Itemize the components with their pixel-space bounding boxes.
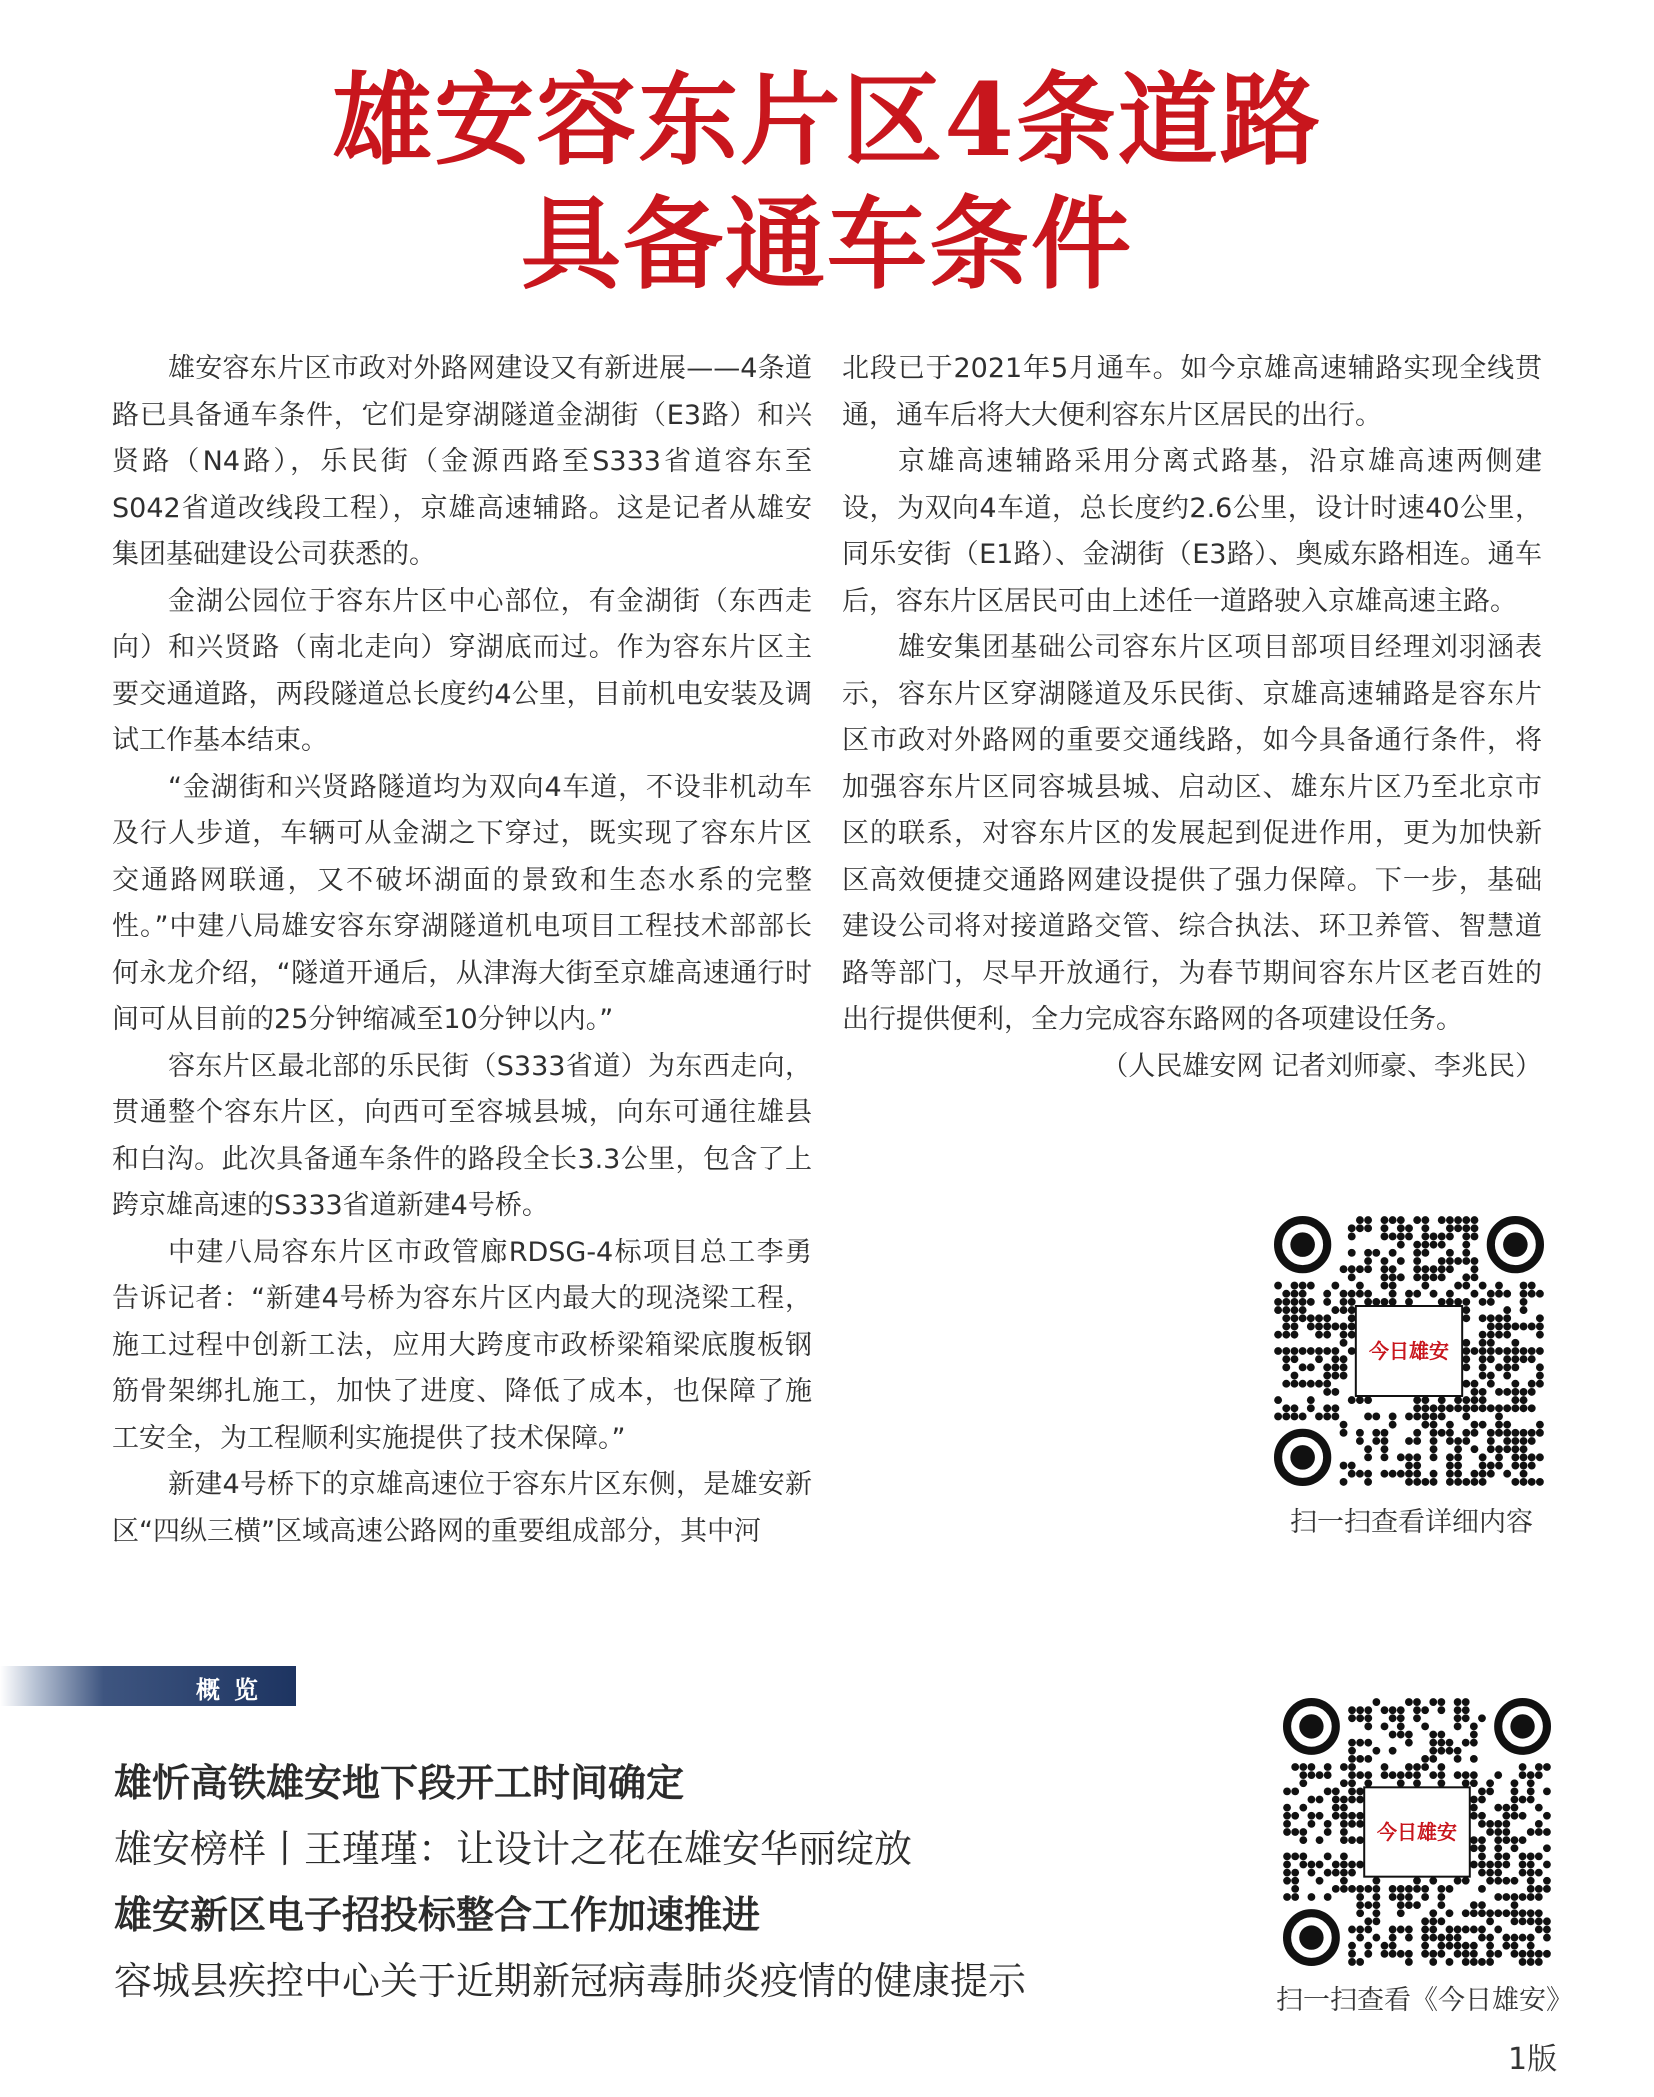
qr-code-details[interactable]	[1274, 1216, 1544, 1486]
article-paragraph: 京雄高速辅路采用分离式路基，沿京雄高速两侧建设，为双向4车道，总长度约2.6公里，设计时速40公里，同乐安街（E1路）、金湖街（E3路）、奥威东路相连。通车后，容东片区居民可由上述任一道路驶入京雄高速主路。	[842, 446, 1542, 617]
article-paragraph: “金湖街和兴贤路隧道均为双向4车道，不设非机动车及行人步道，车辆可从金湖之下穿过，既实现了容东片区交通路网联通，又不破坏湖面的景致和生态水系的完整性。”中建八局雄安容东穿湖隧道机电项目工程技术部部长何永龙介绍，“隧道开通后，从津海大街至京雄高速通行时间可从目前的25分钟缩减至10分钟以内。”	[112, 771, 812, 1035]
overview-section-label: 概览	[196, 1676, 272, 1704]
overview-news-item[interactable]: 雄忻高铁雄安地下段开工时间确定	[114, 1761, 685, 1805]
qr-logo-text: 今日雄安	[1377, 1820, 1457, 1844]
qr-pattern	[1283, 1698, 1551, 1966]
overview-news-item[interactable]: 容城县疾控中心关于近期新冠病毒肺炎疫情的健康提示	[114, 1959, 1027, 2003]
article-paragraph: 金湖公园位于容东片区中心部位，有金湖街（东西走向）和兴贤路（南北走向）穿湖底而过。作为容东片区主要交通道路，两段隧道总长度约4公里，目前机电安装及调试工作基本结束。	[112, 585, 812, 756]
overview-news-item[interactable]: 雄安新区电子招投标整合工作加速推进	[114, 1893, 761, 1937]
headline	[0, 58, 1654, 306]
article-paragraph: 容东片区最北部的乐民街（S333省道）为东西走向，贯通整个容东片区，向西可至容城县城，向东可通往雄县和白沟。此次具备通车条件的路段全长3.3公里，包含了上跨京雄高速的S333省道新建4号桥。	[112, 1050, 812, 1221]
qr-logo-text: 今日雄安	[1369, 1339, 1449, 1363]
overview-news-item[interactable]: 雄安榜样丨王瑾瑾：让设计之花在雄安华丽绽放	[114, 1827, 913, 1871]
article-paragraph: 雄安容东片区市政对外路网建设又有新进展——4条道路已具备通车条件，它们是穿湖隧道金湖街（E3路）和兴贤路（N4路），乐民街（金源西路至S333省道容东至S042省道改线段工程），京雄高速辅路。这是记者从雄安集团基础建设公司获悉的。	[112, 353, 812, 570]
page-number: 1版	[1508, 2042, 1558, 2077]
article-paragraph: 中建八局容东片区市政管廊RDSG-4标项目总工李勇告诉记者：“新建4号桥为容东片区内最大的现浇梁工程，施工过程中创新工法，应用大跨度市政桥梁箱梁底腹板钢筋骨架绑扎施工，加快了进度、降低了成本，也保障了施工安全，为工程顺利实施提供了技术保障。”	[112, 1236, 812, 1454]
article-paragraph-continuation: 北段已于2021年5月通车。如今京雄高速辅路实现全线贯通，通车后将大大便利容东片区居民的出行。	[842, 353, 1542, 431]
article-paragraph-text: 雄安集团基础公司容东片区项目部项目经理刘羽涵表示，容东片区穿湖隧道及乐民街、京雄高速辅路是容东片区市政对外路网的重要交通线路，如今具备通行条件，将加强容东片区同容城县城、启动区、雄东片区乃至北京市区的联系，对容东片区的发展起到促进作用，更为加快新区高效便捷交通路网建设提供了强力保障。下一步，基础建设公司将对接道路交管、综合执法、环卫养管、智慧道路等部门，尽早开放通行，为春节期间容东片区老百姓的出行提供便利，全力完成容东路网的各项建设任务。	[842, 632, 1542, 1035]
headline-line-2: 具备通车条件	[521, 185, 1133, 303]
article-left-column	[112, 346, 812, 1555]
article-right-column	[842, 346, 1542, 1090]
article-byline: （人民雄安网 记者刘师豪、李兆民）	[1101, 1050, 1542, 1082]
article-paragraph: 新建4号桥下的京雄高速位于容东片区东侧，是雄安新区“四纵三横”区域高速公路网的重要组成部分，其中河	[112, 1469, 812, 1547]
headline-line-1: 雄安容东片区4条道路	[332, 61, 1322, 179]
qr-code-subscribe-caption: 扫一扫查看《今日雄安》	[1276, 1985, 1573, 2016]
qr-code-subscribe[interactable]	[1283, 1698, 1551, 1966]
qr-pattern	[1274, 1216, 1544, 1486]
qr-code-details-caption: 扫一扫查看详细内容	[1290, 1507, 1533, 1538]
article-paragraph	[842, 625, 1542, 1082]
